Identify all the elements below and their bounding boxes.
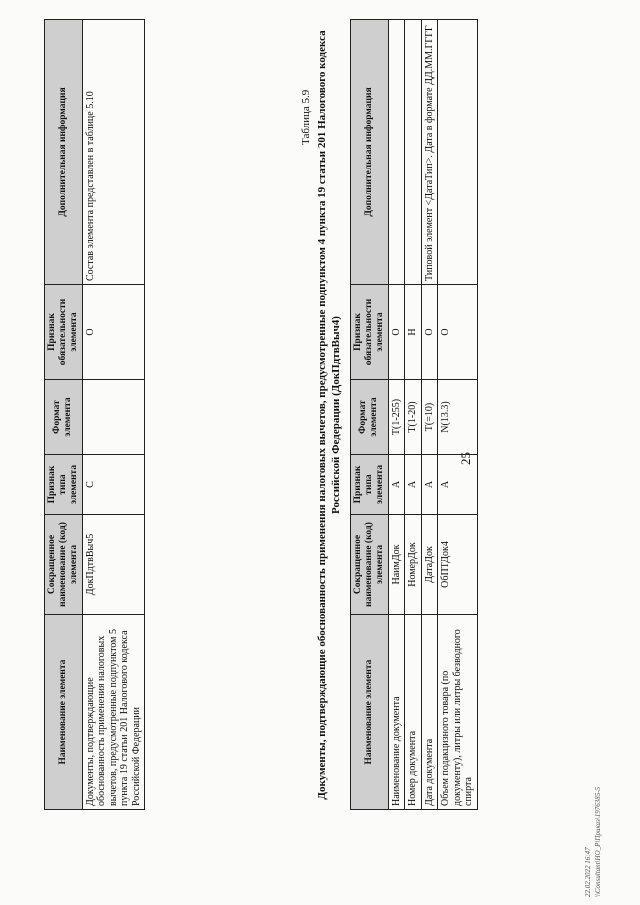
header-format: Формат элемента [351, 380, 389, 455]
cell-name: Наименование документа [388, 615, 405, 810]
cell-required: О [421, 285, 438, 380]
table-row [421, 20, 438, 810]
cell-required: О [388, 285, 405, 380]
header-name: Наименование элемента [45, 615, 83, 810]
header-extra: Дополнительная информация [45, 20, 83, 285]
cell-name: Документы, подтверждающие обоснованность применения налоговых вычетов, предусмотренные подпунктом 5 пункта 19 статьи 201 Налогового кодекса Российской Федерации [82, 615, 145, 810]
cell-type: А [388, 455, 405, 515]
cell-short: НомерДок [405, 515, 422, 615]
cell-extra [405, 20, 422, 285]
cell-name: Номер документа [405, 615, 422, 810]
cell-format: N(13.3) [438, 380, 478, 455]
cell-short: ОбПТДок4 [438, 515, 478, 615]
header-name: Наименование элемента [351, 615, 389, 810]
cell-extra [388, 20, 405, 285]
footer-line-2: \\Consultant\НО_Р\Приказ\1976385-5 [593, 786, 602, 897]
table-row [388, 20, 405, 810]
cell-short: ДокПдтвВыч5 [82, 515, 145, 615]
table-5-9 [350, 19, 478, 810]
cell-extra [438, 20, 478, 285]
table-header-row [45, 20, 83, 810]
cell-required: О [438, 285, 478, 380]
table-header-row [351, 20, 389, 810]
header-short: Сокращенное наименование (код) элемента [45, 515, 83, 615]
table-number: Таблица 5.9 [300, 89, 312, 145]
table-title: Документы, подтверждающие обоснованность применения налоговых вычетов, предусмотренные подпунктом 4 пункта 19 статьи 201 Налогового кодекса Российской Федерации (ДокПдтвВыч4) [316, 30, 342, 800]
header-required: Признак обязательности элемента [351, 285, 389, 380]
cell-format: T(=10) [421, 380, 438, 455]
cell-extra: Состав элемента представлен в таблице 5.10 [82, 20, 145, 285]
header-short: Сокращенное наименование (код) элемента [351, 515, 389, 615]
header-extra: Дополнительная информация [351, 20, 389, 285]
table-row [405, 20, 422, 810]
header-type: Признак типа элемента [45, 455, 83, 515]
header-type: Признак типа элемента [351, 455, 389, 515]
footer-line-1: 22.02.2022 16:47 [584, 847, 592, 897]
header-required: Признак обязательности элемента [45, 285, 83, 380]
cell-required: Н [405, 285, 422, 380]
cell-format [82, 380, 145, 455]
cell-type: А [438, 455, 478, 515]
cell-required: О [82, 285, 145, 380]
cell-format: T(1-255) [388, 380, 405, 455]
cell-name: Объем подакцизного товара (по документу), литры или литры безводного спирта [438, 615, 478, 810]
cell-format: T(1-20) [405, 380, 422, 455]
cell-type: А [405, 455, 422, 515]
table-row [438, 20, 478, 810]
table-5-8-continuation [44, 19, 145, 810]
cell-name: Дата документа [421, 615, 438, 810]
table-row [82, 20, 145, 810]
cell-extra: Типовой элемент <ДатаТип>. Дата в формате ДД.ММ.ГГГГ [421, 20, 438, 285]
cell-short: ДатаДок [421, 515, 438, 615]
footer-stamp [584, 787, 604, 897]
cell-type: А [421, 455, 438, 515]
header-format: Формат элемента [45, 380, 83, 455]
cell-type: С [82, 455, 145, 515]
cell-short: НаимДок [388, 515, 405, 615]
page-number: 25 [458, 452, 473, 465]
